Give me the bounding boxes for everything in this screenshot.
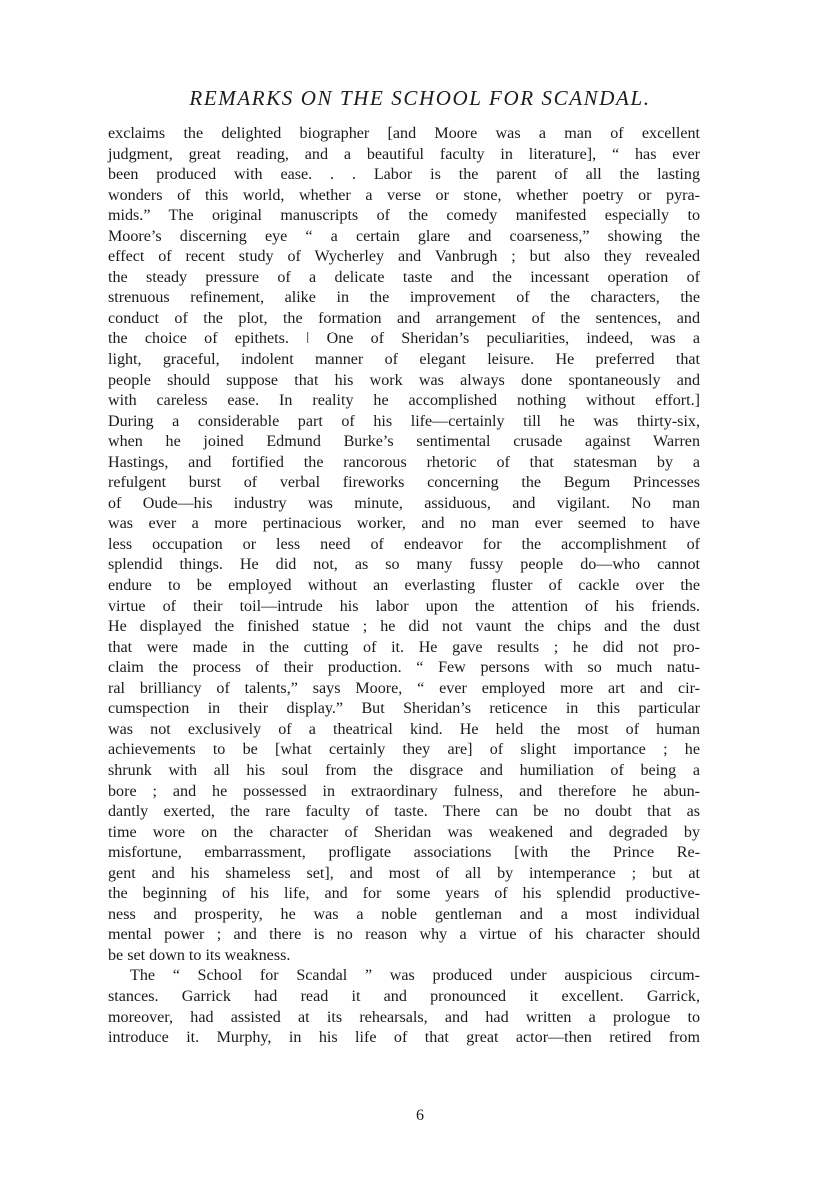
- text-line: misfortune, embarrassment, profligate associations [with the Prince Re-: [108, 844, 700, 862]
- text-line: bore ; and he possessed in extraordinary fulness, and therefore he abun-: [108, 782, 700, 800]
- paragraph-start-line: The “ School for Scandal ” was produced under auspicious circum-: [130, 967, 700, 985]
- text-line: judgment, great reading, and a beautiful faculty in literature], “ has ever: [108, 145, 700, 163]
- paragraph-end-line: be set down to its weakness.: [108, 946, 291, 964]
- text-line: less occupation or less need of endeavor for the accomplishment of: [108, 535, 700, 553]
- text-line: the choice of epithets. ǀ One of Sheridan’s peculiarities, indeed, was a: [108, 330, 700, 348]
- text-line: shrunk with all his soul from the disgrace and humiliation of being a: [108, 761, 700, 779]
- text-line: with careless ease. In reality he accomplished nothing without effort.]: [108, 392, 700, 410]
- text-line: ness and prosperity, he was a noble gentleman and a most individual: [108, 905, 700, 923]
- text-line: refulgent burst of verbal fireworks concerning the Begum Princesses: [108, 474, 700, 492]
- text-line: dantly exerted, the rare faculty of taste. There can be no doubt that as: [108, 803, 700, 821]
- text-line: that were made in the cutting of it. He gave results ; he did not pro-: [108, 638, 700, 656]
- text-line: wonders of this world, whether a verse or stone, whether poetry or pyra-: [108, 186, 700, 204]
- text-line: the beginning of his life, and for some years of his splendid productive-: [108, 885, 700, 903]
- text-line: gent and his shameless set], and most of all by intemperance ; but at: [108, 864, 700, 882]
- text-line: mental power ; and there is no reason why a virtue of his character should: [108, 926, 700, 944]
- text-line: claim the process of their production. “ Few persons with so much natu-: [108, 659, 700, 677]
- text-line: people should suppose that his work was always done spontaneously and: [108, 371, 700, 389]
- text-line: was ever a more pertinacious worker, and no man ever seemed to have: [108, 515, 700, 533]
- text-line: endure to be employed without an everlasting fluster of cackle over the: [108, 577, 700, 595]
- text-line: strenuous refinement, alike in the improvement of the characters, the: [108, 289, 700, 307]
- text-line: when he joined Edmund Burke’s sentimental crusade against Warren: [108, 433, 700, 451]
- body-text: [108, 124, 700, 1049]
- running-head: REMARKS ON THE SCHOOL FOR SCANDAL.: [189, 86, 651, 110]
- text-line: During a considerable part of his life—certainly till he was thirty-six,: [108, 412, 700, 430]
- text-line: Hastings, and fortified the rancorous rhetoric of that statesman by a: [108, 453, 700, 471]
- text-line: virtue of their toil—intrude his labor upon the attention of his friends.: [108, 597, 700, 615]
- text-line: conduct of the plot, the formation and arrangement of the sentences, and: [108, 309, 700, 327]
- text-line: introduce it. Murphy, in his life of that great actor—then retired from: [108, 1029, 700, 1047]
- text-line: splendid things. He did not, as so many fussy people do—who cannot: [108, 556, 700, 574]
- text-line: time wore on the character of Sheridan was weakened and degraded by: [108, 823, 700, 841]
- text-line: been produced with ease. . . Labor is the parent of all the lasting: [108, 166, 700, 184]
- text-line: stances. Garrick had read it and pronounced it excellent. Garrick,: [108, 987, 700, 1005]
- text-line: exclaims the delighted biographer [and Moore was a man of excellent: [108, 125, 700, 142]
- text-line: mids.” The original manuscripts of the comedy manifested especially to: [108, 207, 700, 225]
- text-line: the steady pressure of a delicate taste and the incessant operation of: [108, 268, 700, 286]
- page-number: 6: [416, 1107, 424, 1124]
- text-line: He displayed the finished statue ; he did not vaunt the chips and the dust: [108, 618, 700, 636]
- text-line: ral brilliancy of talents,” says Moore, “ ever employed more art and cir-: [108, 679, 700, 697]
- text-line: light, graceful, indolent manner of elegant leisure. He preferred that: [108, 351, 700, 369]
- text-line: was not exclusively of a theatrical kind. He held the most of human: [108, 720, 700, 738]
- text-line: of Oude—his industry was minute, assiduous, and vigilant. No man: [108, 494, 700, 512]
- text-line: Moore’s discerning eye “ a certain glare and coarseness,” showing the: [108, 227, 700, 245]
- text-line: achievements to be [what certainly they are] of slight importance ; he: [108, 741, 700, 759]
- text-line: effect of recent study of Wycherley and Vanbrugh ; but also they revealed: [108, 248, 700, 266]
- text-line: cumspection in their display.” But Sheridan’s reticence in this particular: [108, 700, 700, 718]
- text-line: moreover, had assisted at its rehearsals, and had written a prologue to: [108, 1008, 700, 1026]
